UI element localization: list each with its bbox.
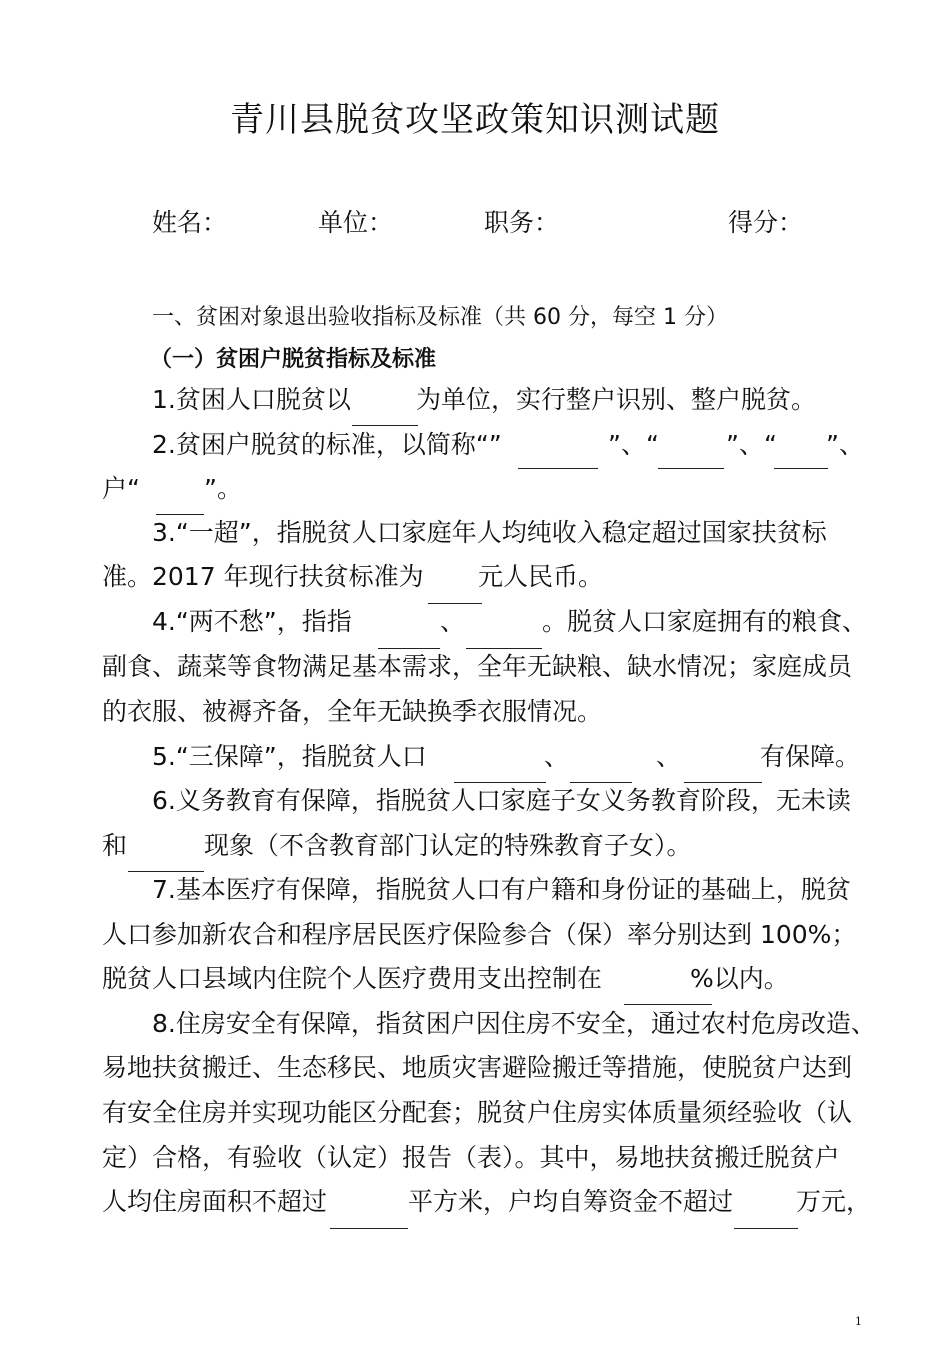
q2-blank-3[interactable] xyxy=(774,468,828,469)
q8-text-b: 易地扶贫搬迁、生态移民、地质灾害避险搬迁等措施，使脱贫户达到 xyxy=(102,1053,853,1082)
q1-text-b: 为单位，实行整户识别、整户脱贫。 xyxy=(416,385,817,414)
q8-text-e: 人均住房面积不超过 xyxy=(102,1187,328,1216)
q2-text-b: ”、“ xyxy=(608,430,659,459)
q5-blank-3[interactable] xyxy=(684,782,762,783)
q7-text-d: %以内。 xyxy=(690,964,789,993)
q4-text-a: 4.“两不愁”，指指 xyxy=(152,607,352,636)
q5-blank-1[interactable] xyxy=(454,782,546,783)
q8-text-g: 万元， xyxy=(796,1187,872,1216)
q8-text-a: 8.住房安全有保障，指贫困户因住房不安全，通过农村危房改造、 xyxy=(152,1009,876,1038)
section-heading: 一、贫困对象退出验收指标及标准（共 60 分，每空 1 分） xyxy=(152,305,728,330)
q2-blank-2[interactable] xyxy=(658,468,724,469)
q8-text-c: 有安全住房并实现功能区分配套；脱贫户住房实体质量须经验收（认 xyxy=(102,1098,853,1127)
q6-text-b: 和 xyxy=(102,831,128,860)
q2-blank-1[interactable] xyxy=(518,468,598,469)
q2-text-e: 户“ xyxy=(102,474,140,503)
score-label: 得分： xyxy=(728,208,804,237)
q2-text-c: ”、“ xyxy=(726,430,777,459)
q7-blank[interactable] xyxy=(624,1004,712,1005)
q1-blank[interactable] xyxy=(352,425,418,426)
q4-text-b: 、 xyxy=(440,607,466,636)
name-label: 姓名： xyxy=(152,208,228,237)
q8-text-d: 定）合格，有验收（认定）报告（表）。其中，易地扶贫搬迁脱贫户 xyxy=(102,1143,840,1172)
q3-text-a: 3.“一超”，指脱贫人口家庭年人均纯收入稳定超过国家扶贫标 xyxy=(152,518,827,547)
q3-blank[interactable] xyxy=(428,603,482,604)
q8-blank-2[interactable] xyxy=(734,1228,798,1229)
q6-blank[interactable] xyxy=(128,871,204,872)
q3-text-c: 元人民币。 xyxy=(478,562,604,591)
q2-text-a: 2.贫困户脱贫的标准，以简称“” xyxy=(152,430,502,459)
position-label: 职务： xyxy=(484,208,560,237)
q7-text-a: 7.基本医疗有保障，指脱贫人口有户籍和身份证的基础上，脱贫 xyxy=(152,875,851,904)
q5-blank-2[interactable] xyxy=(570,782,632,783)
q5-text-a: 5.“三保障”，指脱贫人口 xyxy=(152,742,427,771)
q4-text-e: 的衣服、被褥齐备，全年无缺换季衣服情况。 xyxy=(102,697,603,726)
q5-text-b: 、 xyxy=(544,742,570,771)
q1-text-a: 1.贫困人口脱贫以 xyxy=(152,385,351,414)
document-title: 青川县脱贫攻坚政策知识测试题 xyxy=(230,100,720,140)
q5-text-d: 有保障。 xyxy=(760,742,861,771)
q8-text-f: 平方米，户均自筹资金不超过 xyxy=(408,1187,734,1216)
q6-text-a: 6.义务教育有保障，指脱贫人口家庭子女义务教育阶段，无未读 xyxy=(152,786,851,815)
q6-text-c: 现象（不含教育部门认定的特殊教育子女）。 xyxy=(204,831,692,860)
unit-label: 单位： xyxy=(318,208,394,237)
q8-blank-1[interactable] xyxy=(330,1228,408,1229)
q7-text-c: 脱贫人口县域内住院个人医疗费用支出控制在 xyxy=(102,964,603,993)
q2-blank-4[interactable] xyxy=(156,514,204,515)
q4-text-c: 。脱贫人口家庭拥有的粮食、 xyxy=(542,607,868,636)
q2-text-f: ”。 xyxy=(204,474,242,503)
q4-text-d: 副食、蔬菜等食物满足基本需求，全年无缺粮、缺水情况；家庭成员 xyxy=(102,652,853,681)
q3-text-b: 准。2017 年现行扶贫标准为 xyxy=(102,562,424,591)
page-number: 1 xyxy=(855,1315,862,1328)
q4-blank-1[interactable] xyxy=(378,648,440,649)
sub-heading: （一）贫困户脱贫指标及标准 xyxy=(150,347,437,372)
q5-text-c: 、 xyxy=(656,742,682,771)
q4-blank-2[interactable] xyxy=(466,648,542,649)
q7-text-b: 人口参加新农合和程序居民医疗保险参合（保）率分别达到 100%； xyxy=(102,920,857,949)
q2-text-d: ”、 xyxy=(826,430,864,459)
